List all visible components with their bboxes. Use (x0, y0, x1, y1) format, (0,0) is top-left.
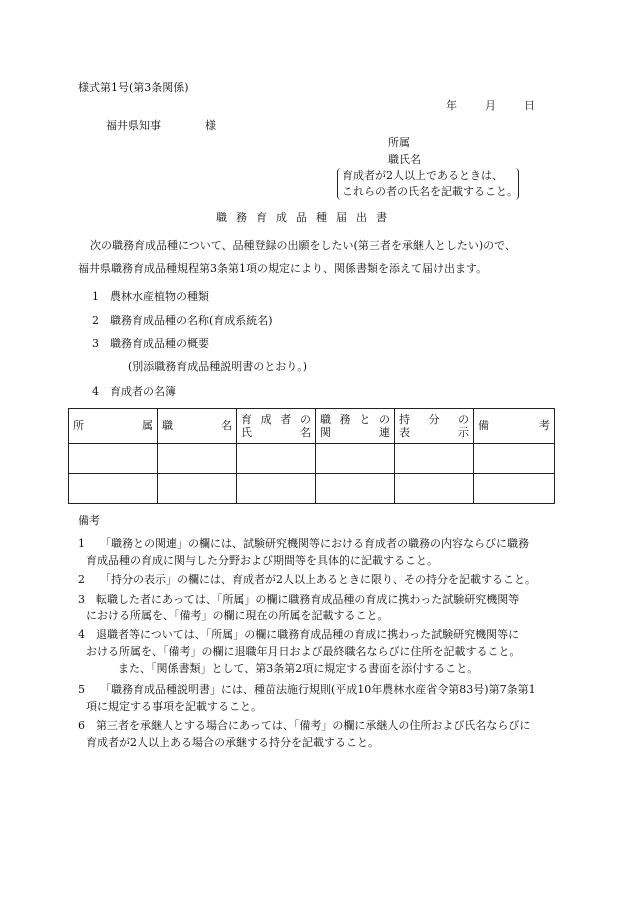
note-text: 転職した者にあっては、「所属」の欄に職務育成品種の育成に携わった試験研究機関等 (96, 593, 520, 606)
breeder-table (68, 408, 555, 504)
table-cell (158, 444, 237, 474)
note-text: 項に規定する事項を記載すること。 (86, 700, 262, 713)
table-cell (69, 444, 158, 474)
table-cell (474, 474, 555, 504)
name-label: 職氏名 (388, 153, 421, 166)
bracket-line-2: これらの者の氏名を記載すること。 (342, 185, 518, 198)
table-cell (69, 474, 158, 504)
intro-line-1: 次の職務育成品種について、品種登録の出願をしたい(第三者を承継人としたい)ので、 (90, 239, 516, 252)
note-number: 6 (78, 719, 85, 732)
col-header-remarks: 備 考 (474, 409, 555, 444)
col-header-breeder-name: 育成者の 氏名 (237, 409, 316, 444)
item-label: 職務育成品種の概要 (110, 337, 209, 350)
table-cell (237, 474, 316, 504)
item-number: 4 (92, 385, 99, 398)
col-header-affiliation: 所 属 (69, 409, 158, 444)
table-row (69, 474, 555, 504)
item-number: 3 (92, 337, 99, 350)
note-number: 1 (78, 537, 85, 550)
note-number: 3 (78, 593, 85, 606)
item-label: 職務育成品種の名称(育成系統名) (110, 314, 273, 327)
table-cell (237, 444, 316, 474)
item-note: (別添職務育成品種説明書のとおり。) (128, 360, 308, 373)
note-text: 育成品種の育成に関与した分野および期間等を具体的に記載すること。 (86, 554, 438, 567)
addressee: 福井県知事 様 (106, 119, 216, 132)
table-cell (316, 444, 395, 474)
note-text: 「持分の表示」の欄には、育成者が2人以上あるときに限り、その持分を記載すること。 (100, 573, 536, 586)
table-cell (395, 474, 474, 504)
note-text: 育成者が2人以上ある場合の承継する持分を記載すること。 (86, 736, 379, 749)
table-cell (316, 474, 395, 504)
item-number: 1 (92, 290, 99, 303)
note-text: 「職務との関連」の欄には、試験研究機関等における育成者の職務の内容ならびに職務 (100, 537, 529, 550)
table-cell (474, 444, 555, 474)
note-text: 第三者を承継人とする場合にあっては、「備考」の欄に承継人の住所および氏名ならびに (96, 719, 531, 732)
table-row (69, 444, 555, 474)
note-text: また、「関係書類」として、第3条第2項に規定する書面を添付すること。 (118, 662, 479, 675)
item-label: 農林水産植物の種類 (110, 290, 209, 303)
note-number: 5 (78, 683, 85, 696)
remarks-heading: 備考 (78, 514, 100, 527)
note-number: 2 (78, 573, 85, 586)
item-label: 育成者の名簿 (110, 385, 176, 398)
note-text: 「職務育成品種説明書」には、種苗法施行規則(平成10年農林水産省令第83号)第7条第1 (100, 683, 536, 696)
intro-line-2: 福井県職務育成品種規程第3条第1項の規定により、関係書類を添えて届け出ます。 (78, 262, 488, 275)
bracket-line-1: 育成者が2人以上であるときは、 (342, 169, 503, 182)
table-cell (158, 474, 237, 504)
document-title: 職務育成品種届出書 (216, 211, 396, 224)
table-header-row (69, 409, 555, 444)
col-header-duty-relation: 職務との 関連 (316, 409, 395, 444)
note-text: 退職者等については、「所属」の欄に職務育成品種の育成に携わった試験研究機関等に (96, 628, 520, 641)
note-text: おける所属を、「備考」の欄に退職年月日および最終職名ならびに住所を記載すること。 (86, 645, 521, 658)
col-header-job-title: 職 名 (158, 409, 237, 444)
table-cell (395, 444, 474, 474)
item-number: 2 (92, 314, 99, 327)
date-line: 年 月 日 (446, 99, 537, 112)
form-number: 様式第1号(第3条関係) (78, 81, 189, 94)
note-number: 4 (78, 628, 85, 641)
col-header-share: 持分の 表示 (395, 409, 474, 444)
note-text: における所属を、「備考」の欄に現在の所属を記載すること。 (86, 609, 389, 622)
affiliation-label: 所属 (388, 136, 410, 149)
